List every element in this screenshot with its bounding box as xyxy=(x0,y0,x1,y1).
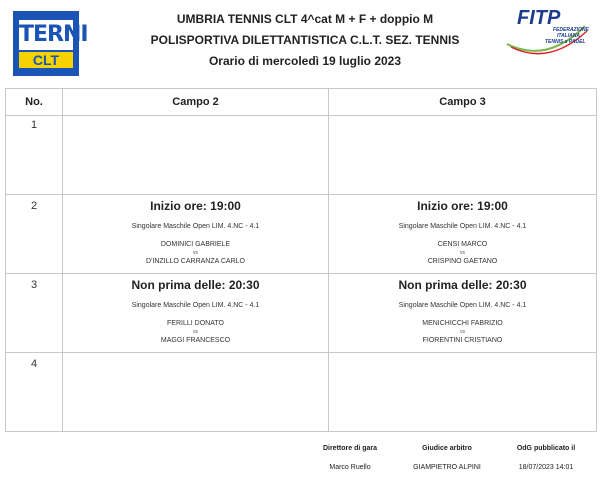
start-time: Inizio ore: 19:00 xyxy=(150,199,241,213)
player-2: FIORENTINI CRISTIANO xyxy=(422,337,503,344)
schedule-date: Orario di mercoledì 19 luglio 2023 xyxy=(208,54,402,68)
referee-name: GIAMPIETRO ALPINI xyxy=(413,464,481,471)
header xyxy=(110,9,500,72)
logo-sub-line3: TENNIS e PADEL xyxy=(545,39,586,45)
match-card xyxy=(329,274,596,346)
logo-fitp-text: FITP xyxy=(517,7,561,29)
footer-director xyxy=(306,444,394,473)
row-number: 2 xyxy=(30,200,38,212)
match-card xyxy=(329,195,596,267)
event-name: Singolare Maschile Open LIM. 4.NC - 4.1 xyxy=(131,302,260,309)
footer-published xyxy=(502,444,590,473)
player-1: MENICHICCHI FABRIZIO xyxy=(422,320,503,327)
footer-referee xyxy=(402,444,492,473)
player-1: DOMINICI GABRIELE xyxy=(160,241,231,248)
player-2: D'INZILLO CARRANZA CARLO xyxy=(146,258,245,265)
player-2: MAGGI FRANCESCO xyxy=(160,337,231,344)
player-2: CRISPINO GAETANO xyxy=(427,258,498,265)
start-time: Non prima delle: 20:30 xyxy=(398,278,527,292)
header-court-3: Campo 3 xyxy=(439,96,486,108)
row-divider xyxy=(6,352,596,353)
logo-sub-line1: FEDERAZIONE xyxy=(553,27,589,33)
row-number: 1 xyxy=(30,119,38,131)
published-date: 18/07/2023 14:01 xyxy=(518,464,574,471)
header-court-2: Campo 2 xyxy=(172,96,219,108)
tournament-title: UMBRIA TENNIS CLT 4^cat M + F + doppio M xyxy=(176,12,434,26)
player-1: FERILLI DONATO xyxy=(167,320,224,327)
club-name: POLISPORTIVA DILETTANTISTICA C.L.T. SEZ. TENNIS xyxy=(150,33,460,47)
fitp-logo xyxy=(497,4,589,64)
logo-terni-text: TERNI xyxy=(19,20,73,50)
published-label: OdG pubblicato il xyxy=(516,445,576,452)
row-divider xyxy=(6,115,596,116)
row-number: 4 xyxy=(30,358,38,370)
versus-label: vs xyxy=(460,329,465,335)
versus-label: vs xyxy=(460,250,465,256)
match-card xyxy=(63,274,328,346)
player-1: CENSI MARCO xyxy=(437,241,488,248)
event-name: Singolare Maschile Open LIM. 4.NC - 4.1 xyxy=(398,302,527,309)
event-name: Singolare Maschile Open LIM. 4.NC - 4.1 xyxy=(131,223,260,230)
versus-label: vs xyxy=(193,329,198,335)
logo-clt-text: CLT xyxy=(19,52,73,68)
schedule-table xyxy=(5,88,597,432)
start-time: Non prima delle: 20:30 xyxy=(131,278,260,292)
header-number: No. xyxy=(25,96,43,108)
start-time: Inizio ore: 19:00 xyxy=(417,199,508,213)
versus-label: vs xyxy=(193,250,198,256)
terni-clt-logo xyxy=(13,11,88,76)
row-number: 3 xyxy=(30,279,38,291)
logo-sub-line2: ITALIANA xyxy=(557,33,580,39)
director-label: Direttore di gara xyxy=(322,445,378,452)
director-name: Marco Ruello xyxy=(329,464,371,471)
match-card xyxy=(63,195,328,267)
event-name: Singolare Maschile Open LIM. 4.NC - 4.1 xyxy=(398,223,527,230)
referee-label: Giudice arbitro xyxy=(422,445,472,452)
